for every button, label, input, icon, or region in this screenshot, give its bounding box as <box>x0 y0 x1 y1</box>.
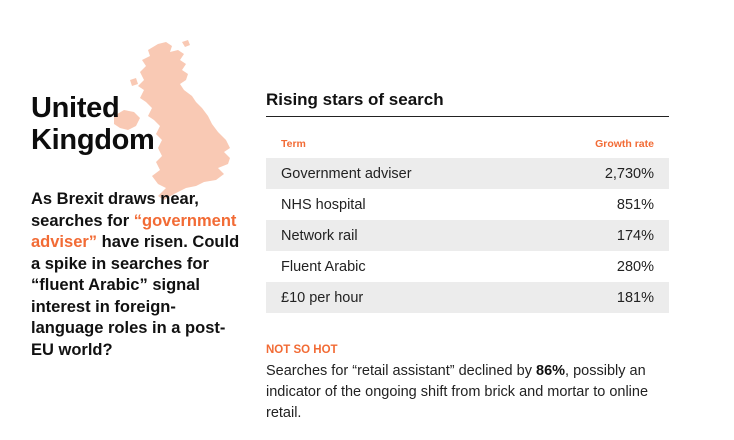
term-cell: Fluent Arabic <box>281 258 366 275</box>
growth-cell: 181% <box>616 289 654 306</box>
note-text-after: , possibly an indicator of the ongoing shift from brick and mortar to online retail. <box>266 363 649 421</box>
column-header-term: Term <box>281 138 306 150</box>
intro-highlight: “government adviser” <box>31 211 237 251</box>
country-title <box>31 92 155 156</box>
term-cell: Network rail <box>281 227 358 244</box>
term-cell: NHS hospital <box>281 196 366 213</box>
note-text-before: Searches for “retail assistant” declined by <box>266 363 536 379</box>
table-row <box>266 158 669 189</box>
table-row <box>266 251 669 282</box>
growth-cell: 174% <box>616 227 654 244</box>
note-text <box>266 361 656 424</box>
title-divider <box>266 116 669 117</box>
column-header-growth: Growth rate <box>595 138 654 150</box>
growth-cell: 280% <box>616 258 654 275</box>
growth-cell: 851% <box>616 196 654 213</box>
table-row <box>266 189 669 220</box>
intro-text-after: have risen. Could a spike in searches for “fluent Arabic” signal interest in foreign-language roles in a post-EU world? <box>31 233 240 359</box>
note-heading: NOT SO HOT <box>266 344 338 356</box>
table-row <box>266 220 669 251</box>
intro-text-before: As Brexit draws near, searches for <box>31 190 199 230</box>
growth-cell: 2,730% <box>604 165 654 182</box>
table-row <box>266 282 669 313</box>
table-header <box>266 130 669 158</box>
search-terms-table <box>266 130 669 313</box>
note-stat: 86% <box>536 363 566 379</box>
country-title-line2: Kingdom <box>31 124 155 156</box>
term-cell: Government adviser <box>281 165 412 182</box>
country-title-line1: United <box>31 92 120 124</box>
table-title: Rising stars of search <box>266 90 444 109</box>
term-cell: £10 per hour <box>281 289 364 306</box>
intro-paragraph <box>31 189 246 361</box>
